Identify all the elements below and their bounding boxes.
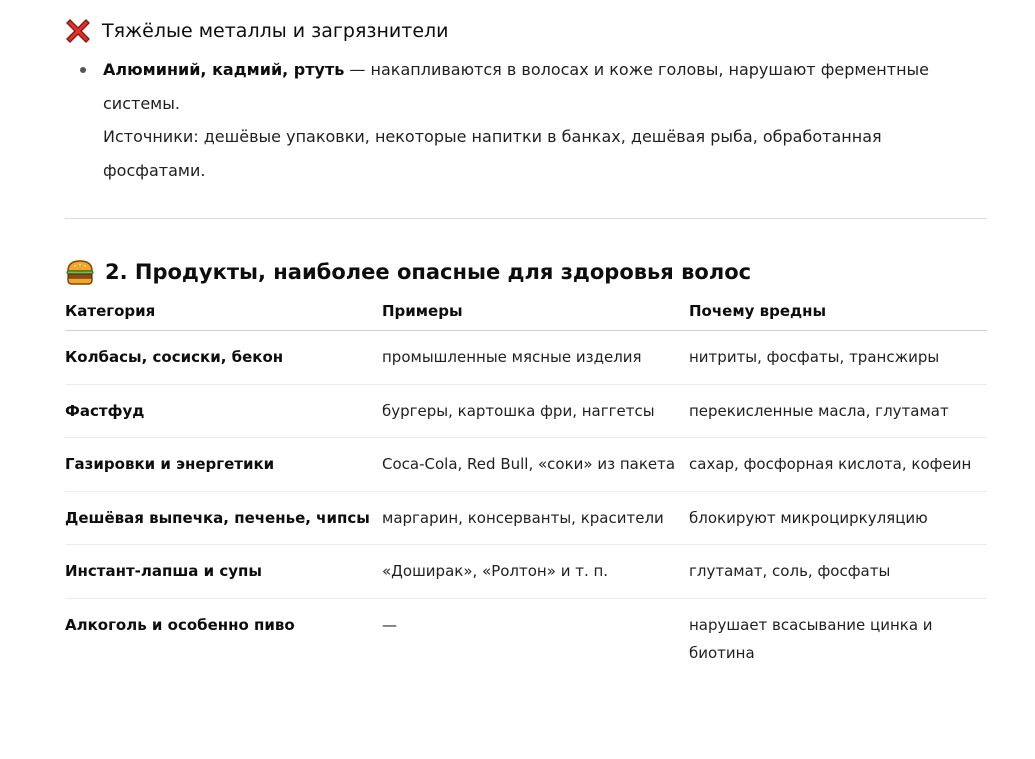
bullet-dot bbox=[80, 67, 86, 73]
table-cell-category: Инстант-лапша и супы bbox=[65, 545, 382, 599]
table-cell-reason: нарушает всасывание цинка и биотина bbox=[689, 615, 933, 662]
list-item bbox=[65, 53, 987, 187]
bullet-text: — накапливаются в волосах и коже головы, нарушают ферментные системы. bbox=[103, 60, 930, 113]
column-header: Примеры bbox=[382, 291, 689, 331]
table-cell-category: Колбасы, сосиски, бекон bbox=[65, 331, 382, 385]
table-row bbox=[65, 331, 987, 385]
table-row bbox=[65, 598, 987, 680]
bullet-list bbox=[65, 53, 987, 187]
table-cell-category: Газировки и энергетики bbox=[65, 438, 382, 492]
table-cell-examples: бургеры, картошка фри, наггетсы bbox=[382, 384, 689, 438]
products-table bbox=[65, 291, 987, 680]
table-cell-examples: «Доширак», «Ролтон» и т. п. bbox=[382, 545, 689, 599]
table-cell-category: Алкоголь и особенно пиво bbox=[65, 615, 295, 634]
bullet-sources-text: Источники: дешёвые упаковки, некоторые напитки в банках, дешёвая рыба, обработанная фосфатами. bbox=[103, 127, 882, 180]
column-header: Почему вредны bbox=[689, 291, 987, 331]
divider bbox=[65, 218, 987, 219]
section-heading-text: Тяжёлые металлы и загрязнители bbox=[102, 20, 449, 42]
table-cell-category: Фастфуд bbox=[65, 384, 382, 438]
section-heading-products bbox=[65, 256, 751, 288]
table-cell-examples: Coca-Cola, Red Bull, «соки» из пакета bbox=[382, 438, 689, 492]
table-cell-reason: перекисленные масла, глутамат bbox=[689, 384, 987, 438]
table-cell-examples: — bbox=[382, 615, 397, 634]
table-cell-reason: глутамат, соль, фосфаты bbox=[689, 545, 987, 599]
table-row bbox=[65, 491, 987, 545]
section-heading-heavy-metals bbox=[65, 17, 449, 45]
table-cell-reason: нитриты, фосфаты, трансжиры bbox=[689, 331, 987, 385]
table-cell-reason: блокируют микроциркуляцию bbox=[689, 491, 987, 545]
table-cell-reason: сахар, фосфорная кислота, кофеин bbox=[689, 438, 987, 492]
table-cell-examples: промышленные мясные изделия bbox=[382, 331, 689, 385]
table-row bbox=[65, 545, 987, 599]
table-row bbox=[65, 384, 987, 438]
section-heading-text: 2. Продукты, наиболее опасные для здоровья волос bbox=[105, 260, 752, 284]
table-header-row bbox=[65, 291, 987, 331]
cross-mark-icon bbox=[65, 18, 91, 44]
bullet-bold-text: Алюминий, кадмий, ртуть bbox=[103, 60, 345, 79]
table-cell-examples: маргарин, консерванты, красители bbox=[382, 491, 689, 545]
table-row bbox=[65, 438, 987, 492]
column-header: Категория bbox=[65, 291, 382, 331]
table-cell-category: Дешёвая выпечка, печенье, чипсы bbox=[65, 491, 382, 545]
hamburger-icon bbox=[65, 257, 95, 287]
